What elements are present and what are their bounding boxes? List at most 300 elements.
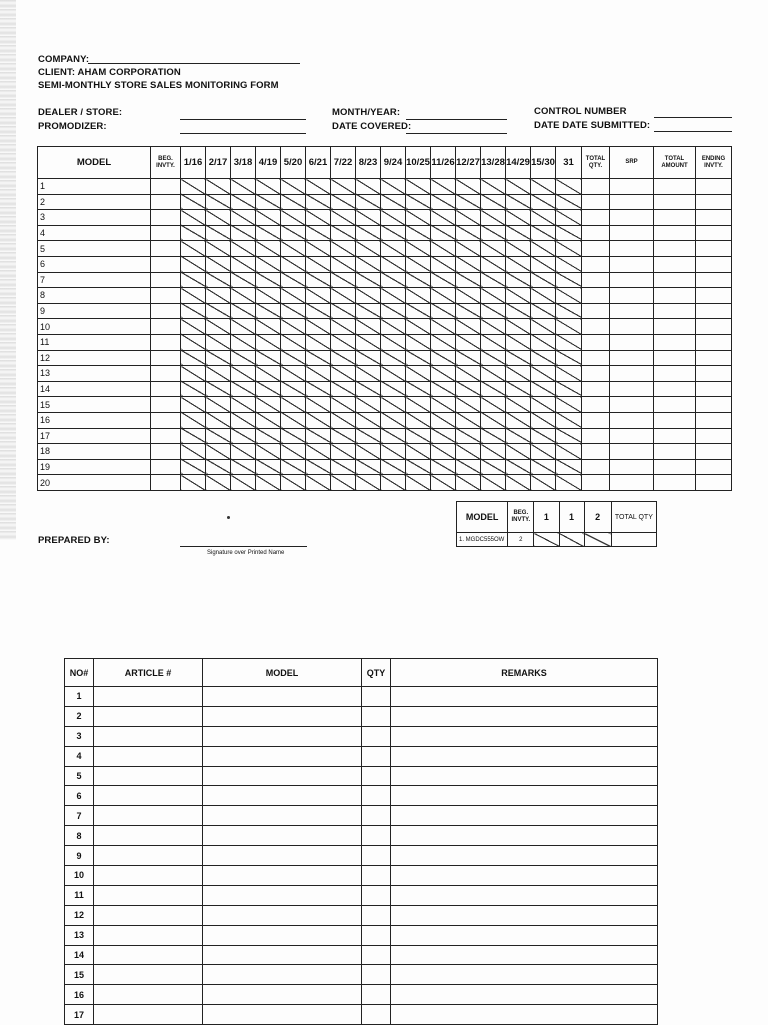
sales-row-number[interactable]: 5 xyxy=(38,241,151,257)
daily-sales-cell[interactable] xyxy=(381,459,406,475)
daily-sales-cell[interactable] xyxy=(381,397,406,413)
daily-sales-cell[interactable] xyxy=(481,194,506,210)
qty-cell[interactable] xyxy=(362,945,391,965)
daily-sales-cell[interactable] xyxy=(281,444,306,460)
beg-invty-cell[interactable] xyxy=(151,225,181,241)
daily-sales-cell[interactable] xyxy=(306,210,331,226)
model-cell[interactable] xyxy=(203,826,362,846)
daily-sales-cell[interactable] xyxy=(181,241,206,257)
daily-sales-cell[interactable] xyxy=(256,225,281,241)
daily-sales-cell[interactable] xyxy=(406,428,431,444)
ending-invty-cell[interactable] xyxy=(696,241,732,257)
daily-sales-cell[interactable] xyxy=(356,475,381,491)
daily-sales-cell[interactable] xyxy=(381,412,406,428)
daily-sales-cell[interactable] xyxy=(556,475,582,491)
daily-sales-cell[interactable] xyxy=(481,179,506,195)
daily-sales-cell[interactable] xyxy=(506,288,531,304)
qty-cell[interactable] xyxy=(362,826,391,846)
total-amount-cell[interactable] xyxy=(654,288,696,304)
daily-sales-cell[interactable] xyxy=(381,256,406,272)
srp-cell[interactable] xyxy=(610,303,654,319)
daily-sales-cell[interactable] xyxy=(406,288,431,304)
model-cell[interactable] xyxy=(203,1005,362,1025)
daily-sales-cell[interactable] xyxy=(506,179,531,195)
daily-sales-cell[interactable] xyxy=(481,256,506,272)
ending-invty-cell[interactable] xyxy=(696,272,732,288)
promodizer-field-line[interactable] xyxy=(180,133,306,134)
srp-cell[interactable] xyxy=(610,256,654,272)
remarks-cell[interactable] xyxy=(391,826,658,846)
remarks-cell[interactable] xyxy=(391,1005,658,1025)
srp-cell[interactable] xyxy=(610,412,654,428)
sales-row-number[interactable]: 16 xyxy=(38,412,151,428)
daily-sales-cell[interactable] xyxy=(231,412,256,428)
daily-sales-cell[interactable] xyxy=(206,241,231,257)
total-amount-cell[interactable] xyxy=(654,459,696,475)
daily-sales-cell[interactable] xyxy=(506,459,531,475)
daily-sales-cell[interactable] xyxy=(406,475,431,491)
daily-sales-cell[interactable] xyxy=(381,272,406,288)
srp-cell[interactable] xyxy=(610,366,654,382)
daily-sales-cell[interactable] xyxy=(531,397,556,413)
remarks-cell[interactable] xyxy=(391,726,658,746)
daily-sales-cell[interactable] xyxy=(556,288,582,304)
daily-sales-cell[interactable] xyxy=(506,350,531,366)
model-cell[interactable] xyxy=(203,965,362,985)
daily-sales-cell[interactable] xyxy=(356,428,381,444)
daily-sales-cell[interactable] xyxy=(231,381,256,397)
daily-sales-cell[interactable] xyxy=(231,288,256,304)
daily-sales-cell[interactable] xyxy=(356,350,381,366)
model-cell[interactable] xyxy=(203,846,362,866)
daily-sales-cell[interactable] xyxy=(406,241,431,257)
daily-sales-cell[interactable] xyxy=(181,194,206,210)
ending-invty-cell[interactable] xyxy=(696,194,732,210)
daily-sales-cell[interactable] xyxy=(406,350,431,366)
daily-sales-cell[interactable] xyxy=(206,194,231,210)
total-qty-cell[interactable] xyxy=(582,210,610,226)
daily-sales-cell[interactable] xyxy=(456,412,481,428)
daily-sales-cell[interactable] xyxy=(481,350,506,366)
total-amount-cell[interactable] xyxy=(654,241,696,257)
daily-sales-cell[interactable] xyxy=(231,241,256,257)
total-amount-cell[interactable] xyxy=(654,210,696,226)
daily-sales-cell[interactable] xyxy=(431,194,456,210)
article-cell[interactable] xyxy=(94,1005,203,1025)
article-cell[interactable] xyxy=(94,965,203,985)
daily-sales-cell[interactable] xyxy=(331,412,356,428)
daily-sales-cell[interactable] xyxy=(456,272,481,288)
daily-sales-cell[interactable] xyxy=(306,241,331,257)
ending-invty-cell[interactable] xyxy=(696,303,732,319)
sales-row-number[interactable]: 20 xyxy=(38,475,151,491)
daily-sales-cell[interactable] xyxy=(456,288,481,304)
srp-cell[interactable] xyxy=(610,179,654,195)
daily-sales-cell[interactable] xyxy=(556,334,582,350)
daily-sales-cell[interactable] xyxy=(256,444,281,460)
daily-sales-cell[interactable] xyxy=(456,428,481,444)
daily-sales-cell[interactable] xyxy=(281,412,306,428)
total-qty-cell[interactable] xyxy=(582,194,610,210)
daily-sales-cell[interactable] xyxy=(331,210,356,226)
srp-cell[interactable] xyxy=(610,475,654,491)
total-qty-cell[interactable] xyxy=(582,459,610,475)
daily-sales-cell[interactable] xyxy=(206,366,231,382)
daily-sales-cell[interactable] xyxy=(456,210,481,226)
daily-sales-cell[interactable] xyxy=(281,210,306,226)
ending-invty-cell[interactable] xyxy=(696,319,732,335)
daily-sales-cell[interactable] xyxy=(531,288,556,304)
daily-sales-cell[interactable] xyxy=(306,288,331,304)
daily-sales-cell[interactable] xyxy=(231,459,256,475)
sales-row-number[interactable]: 4 xyxy=(38,225,151,241)
signature-line[interactable] xyxy=(180,546,307,547)
daily-sales-cell[interactable] xyxy=(381,475,406,491)
beg-invty-cell[interactable] xyxy=(151,381,181,397)
daily-sales-cell[interactable] xyxy=(556,366,582,382)
daily-sales-cell[interactable] xyxy=(306,303,331,319)
total-qty-cell[interactable] xyxy=(582,412,610,428)
sales-row-number[interactable]: 8 xyxy=(38,288,151,304)
ending-invty-cell[interactable] xyxy=(696,444,732,460)
daily-sales-cell[interactable] xyxy=(431,459,456,475)
daily-sales-cell[interactable] xyxy=(431,225,456,241)
ending-invty-cell[interactable] xyxy=(696,475,732,491)
beg-invty-cell[interactable] xyxy=(151,210,181,226)
daily-sales-cell[interactable] xyxy=(556,319,582,335)
daily-sales-cell[interactable] xyxy=(281,334,306,350)
daily-sales-cell[interactable] xyxy=(481,225,506,241)
daily-sales-cell[interactable] xyxy=(356,179,381,195)
sales-row-number[interactable]: 7 xyxy=(38,272,151,288)
sales-row-number[interactable]: 9 xyxy=(38,303,151,319)
ending-invty-cell[interactable] xyxy=(696,459,732,475)
total-amount-cell[interactable] xyxy=(654,475,696,491)
remarks-cell[interactable] xyxy=(391,687,658,707)
daily-sales-cell[interactable] xyxy=(356,272,381,288)
daily-sales-cell[interactable] xyxy=(331,459,356,475)
daily-sales-cell[interactable] xyxy=(231,303,256,319)
srp-cell[interactable] xyxy=(610,428,654,444)
daily-sales-cell[interactable] xyxy=(531,256,556,272)
daily-sales-cell[interactable] xyxy=(381,366,406,382)
daily-sales-cell[interactable] xyxy=(531,303,556,319)
sales-row-number[interactable]: 18 xyxy=(38,444,151,460)
remarks-cell[interactable] xyxy=(391,806,658,826)
daily-sales-cell[interactable] xyxy=(181,459,206,475)
total-amount-cell[interactable] xyxy=(654,319,696,335)
daily-sales-cell[interactable] xyxy=(431,412,456,428)
daily-sales-cell[interactable] xyxy=(356,381,381,397)
daily-sales-cell[interactable] xyxy=(531,225,556,241)
total-qty-cell[interactable] xyxy=(582,303,610,319)
daily-sales-cell[interactable] xyxy=(281,319,306,335)
remarks-cell[interactable] xyxy=(391,985,658,1005)
daily-sales-cell[interactable] xyxy=(181,334,206,350)
daily-sales-cell[interactable] xyxy=(181,381,206,397)
daily-sales-cell[interactable] xyxy=(556,412,582,428)
daily-sales-cell[interactable] xyxy=(356,303,381,319)
daily-sales-cell[interactable] xyxy=(331,381,356,397)
daily-sales-cell[interactable] xyxy=(231,319,256,335)
qty-cell[interactable] xyxy=(362,687,391,707)
daily-sales-cell[interactable] xyxy=(356,444,381,460)
beg-invty-cell[interactable] xyxy=(151,366,181,382)
daily-sales-cell[interactable] xyxy=(456,303,481,319)
daily-sales-cell[interactable] xyxy=(306,194,331,210)
daily-sales-cell[interactable] xyxy=(406,194,431,210)
total-qty-cell[interactable] xyxy=(582,428,610,444)
daily-sales-cell[interactable] xyxy=(181,179,206,195)
daily-sales-cell[interactable] xyxy=(281,225,306,241)
daily-sales-cell[interactable] xyxy=(481,319,506,335)
srp-cell[interactable] xyxy=(610,350,654,366)
daily-sales-cell[interactable] xyxy=(256,272,281,288)
daily-sales-cell[interactable] xyxy=(231,334,256,350)
qty-cell[interactable] xyxy=(362,786,391,806)
qty-cell[interactable] xyxy=(362,806,391,826)
daily-sales-cell[interactable] xyxy=(256,381,281,397)
total-amount-cell[interactable] xyxy=(654,179,696,195)
model-cell[interactable] xyxy=(203,706,362,726)
daily-sales-cell[interactable] xyxy=(381,210,406,226)
daily-sales-cell[interactable] xyxy=(431,272,456,288)
ending-invty-cell[interactable] xyxy=(696,412,732,428)
daily-sales-cell[interactable] xyxy=(181,303,206,319)
total-qty-cell[interactable] xyxy=(582,272,610,288)
daily-sales-cell[interactable] xyxy=(481,428,506,444)
daily-sales-cell[interactable] xyxy=(306,225,331,241)
daily-sales-cell[interactable] xyxy=(456,381,481,397)
article-cell[interactable] xyxy=(94,885,203,905)
daily-sales-cell[interactable] xyxy=(556,381,582,397)
article-cell[interactable] xyxy=(94,846,203,866)
sales-row-number[interactable]: 1 xyxy=(38,179,151,195)
daily-sales-cell[interactable] xyxy=(481,444,506,460)
daily-sales-cell[interactable] xyxy=(331,194,356,210)
daily-sales-cell[interactable] xyxy=(356,288,381,304)
daily-sales-cell[interactable] xyxy=(331,303,356,319)
daily-sales-cell[interactable] xyxy=(331,475,356,491)
model-cell[interactable] xyxy=(203,766,362,786)
article-cell[interactable] xyxy=(94,786,203,806)
beg-invty-cell[interactable] xyxy=(151,179,181,195)
daily-sales-cell[interactable] xyxy=(231,366,256,382)
daily-sales-cell[interactable] xyxy=(181,319,206,335)
beg-invty-cell[interactable] xyxy=(151,428,181,444)
daily-sales-cell[interactable] xyxy=(431,397,456,413)
daily-sales-cell[interactable] xyxy=(406,256,431,272)
daily-sales-cell[interactable] xyxy=(431,334,456,350)
daily-sales-cell[interactable] xyxy=(431,428,456,444)
daily-sales-cell[interactable] xyxy=(506,303,531,319)
srp-cell[interactable] xyxy=(610,397,654,413)
total-qty-cell[interactable] xyxy=(582,179,610,195)
daily-sales-cell[interactable] xyxy=(256,241,281,257)
daily-sales-cell[interactable] xyxy=(406,303,431,319)
daily-sales-cell[interactable] xyxy=(431,444,456,460)
daily-sales-cell[interactable] xyxy=(531,366,556,382)
qty-cell[interactable] xyxy=(362,925,391,945)
total-amount-cell[interactable] xyxy=(654,194,696,210)
daily-sales-cell[interactable] xyxy=(456,366,481,382)
srp-cell[interactable] xyxy=(610,272,654,288)
qty-cell[interactable] xyxy=(362,1005,391,1025)
daily-sales-cell[interactable] xyxy=(256,350,281,366)
beg-invty-cell[interactable] xyxy=(151,444,181,460)
daily-sales-cell[interactable] xyxy=(231,475,256,491)
daily-sales-cell[interactable] xyxy=(231,210,256,226)
daily-sales-cell[interactable] xyxy=(281,428,306,444)
daily-sales-cell[interactable] xyxy=(356,210,381,226)
daily-sales-cell[interactable] xyxy=(306,475,331,491)
daily-sales-cell[interactable] xyxy=(306,179,331,195)
article-cell[interactable] xyxy=(94,925,203,945)
daily-sales-cell[interactable] xyxy=(431,256,456,272)
daily-sales-cell[interactable] xyxy=(406,179,431,195)
total-qty-cell[interactable] xyxy=(582,256,610,272)
daily-sales-cell[interactable] xyxy=(306,256,331,272)
srp-cell[interactable] xyxy=(610,319,654,335)
daily-sales-cell[interactable] xyxy=(531,194,556,210)
ending-invty-cell[interactable] xyxy=(696,397,732,413)
daily-sales-cell[interactable] xyxy=(381,194,406,210)
daily-sales-cell[interactable] xyxy=(531,381,556,397)
daily-sales-cell[interactable] xyxy=(181,350,206,366)
daily-sales-cell[interactable] xyxy=(556,210,582,226)
dealer-store-field-line[interactable] xyxy=(180,119,306,120)
model-cell[interactable] xyxy=(203,786,362,806)
daily-sales-cell[interactable] xyxy=(281,256,306,272)
qty-cell[interactable] xyxy=(362,905,391,925)
qty-cell[interactable] xyxy=(362,965,391,985)
daily-sales-cell[interactable] xyxy=(481,334,506,350)
remarks-cell[interactable] xyxy=(391,786,658,806)
daily-sales-cell[interactable] xyxy=(356,256,381,272)
daily-sales-cell[interactable] xyxy=(456,194,481,210)
srp-cell[interactable] xyxy=(610,459,654,475)
daily-sales-cell[interactable] xyxy=(331,350,356,366)
daily-sales-cell[interactable] xyxy=(206,350,231,366)
remarks-cell[interactable] xyxy=(391,965,658,985)
daily-sales-cell[interactable] xyxy=(281,303,306,319)
beg-invty-cell[interactable] xyxy=(151,272,181,288)
daily-sales-cell[interactable] xyxy=(556,179,582,195)
daily-sales-cell[interactable] xyxy=(406,444,431,460)
daily-sales-cell[interactable] xyxy=(431,210,456,226)
srp-cell[interactable] xyxy=(610,288,654,304)
daily-sales-cell[interactable] xyxy=(381,303,406,319)
daily-sales-cell[interactable] xyxy=(556,350,582,366)
daily-sales-cell[interactable] xyxy=(356,412,381,428)
daily-sales-cell[interactable] xyxy=(531,459,556,475)
total-amount-cell[interactable] xyxy=(654,303,696,319)
daily-sales-cell[interactable] xyxy=(506,334,531,350)
daily-sales-cell[interactable] xyxy=(556,397,582,413)
sales-row-number[interactable]: 19 xyxy=(38,459,151,475)
daily-sales-cell[interactable] xyxy=(356,397,381,413)
daily-sales-cell[interactable] xyxy=(331,225,356,241)
srp-cell[interactable] xyxy=(610,210,654,226)
daily-sales-cell[interactable] xyxy=(206,272,231,288)
daily-sales-cell[interactable] xyxy=(256,397,281,413)
total-qty-cell[interactable] xyxy=(582,288,610,304)
daily-sales-cell[interactable] xyxy=(306,381,331,397)
beg-invty-cell[interactable] xyxy=(151,412,181,428)
daily-sales-cell[interactable] xyxy=(556,241,582,257)
daily-sales-cell[interactable] xyxy=(281,272,306,288)
daily-sales-cell[interactable] xyxy=(406,366,431,382)
beg-invty-cell[interactable] xyxy=(151,397,181,413)
daily-sales-cell[interactable] xyxy=(506,397,531,413)
beg-invty-cell[interactable] xyxy=(151,350,181,366)
daily-sales-cell[interactable] xyxy=(506,475,531,491)
daily-sales-cell[interactable] xyxy=(506,241,531,257)
daily-sales-cell[interactable] xyxy=(181,397,206,413)
total-qty-cell[interactable] xyxy=(582,381,610,397)
daily-sales-cell[interactable] xyxy=(556,225,582,241)
ending-invty-cell[interactable] xyxy=(696,334,732,350)
daily-sales-cell[interactable] xyxy=(506,319,531,335)
model-cell[interactable] xyxy=(203,687,362,707)
daily-sales-cell[interactable] xyxy=(481,288,506,304)
qty-cell[interactable] xyxy=(362,885,391,905)
daily-sales-cell[interactable] xyxy=(331,241,356,257)
daily-sales-cell[interactable] xyxy=(406,272,431,288)
beg-invty-cell[interactable] xyxy=(151,241,181,257)
daily-sales-cell[interactable] xyxy=(356,459,381,475)
daily-sales-cell[interactable] xyxy=(206,444,231,460)
daily-sales-cell[interactable] xyxy=(481,272,506,288)
srp-cell[interactable] xyxy=(610,225,654,241)
model-cell[interactable] xyxy=(203,985,362,1005)
daily-sales-cell[interactable] xyxy=(481,397,506,413)
daily-sales-cell[interactable] xyxy=(506,428,531,444)
daily-sales-cell[interactable] xyxy=(481,381,506,397)
daily-sales-cell[interactable] xyxy=(281,288,306,304)
daily-sales-cell[interactable] xyxy=(181,210,206,226)
daily-sales-cell[interactable] xyxy=(431,241,456,257)
total-qty-cell[interactable] xyxy=(582,241,610,257)
qty-cell[interactable] xyxy=(362,866,391,886)
sales-row-number[interactable]: 11 xyxy=(38,334,151,350)
ending-invty-cell[interactable] xyxy=(696,179,732,195)
srp-cell[interactable] xyxy=(610,194,654,210)
srp-cell[interactable] xyxy=(610,381,654,397)
daily-sales-cell[interactable] xyxy=(506,412,531,428)
daily-sales-cell[interactable] xyxy=(456,475,481,491)
beg-invty-cell[interactable] xyxy=(151,475,181,491)
daily-sales-cell[interactable] xyxy=(206,179,231,195)
daily-sales-cell[interactable] xyxy=(256,475,281,491)
daily-sales-cell[interactable] xyxy=(206,397,231,413)
daily-sales-cell[interactable] xyxy=(406,459,431,475)
daily-sales-cell[interactable] xyxy=(256,303,281,319)
daily-sales-cell[interactable] xyxy=(306,397,331,413)
daily-sales-cell[interactable] xyxy=(231,397,256,413)
daily-sales-cell[interactable] xyxy=(281,194,306,210)
daily-sales-cell[interactable] xyxy=(331,319,356,335)
beg-invty-cell[interactable] xyxy=(151,303,181,319)
daily-sales-cell[interactable] xyxy=(506,194,531,210)
model-cell[interactable] xyxy=(203,866,362,886)
daily-sales-cell[interactable] xyxy=(306,366,331,382)
daily-sales-cell[interactable] xyxy=(231,272,256,288)
article-cell[interactable] xyxy=(94,806,203,826)
article-cell[interactable] xyxy=(94,706,203,726)
daily-sales-cell[interactable] xyxy=(381,350,406,366)
daily-sales-cell[interactable] xyxy=(181,256,206,272)
